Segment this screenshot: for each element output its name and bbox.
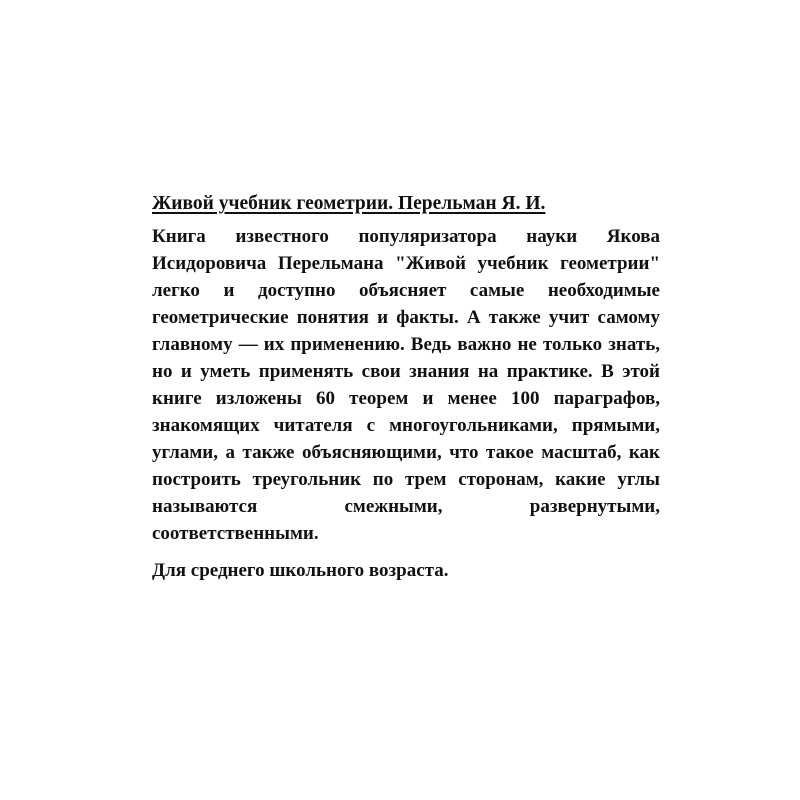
audience-note: Для среднего школьного возраста. — [152, 560, 449, 581]
book-annotation — [152, 190, 660, 584]
book-title: Живой учебник геометрии. Перельман Я. И. — [152, 193, 546, 214]
book-description: Книга известного популяризатора науки Якова Исидоровича Перельмана "Живой учебник геометрии" легко и доступно объясняет самые необходимые геометрические понятия и факты. А также учит самому главному — их применению. Ведь важно не только знать, но и уметь применять свои знания на практике. В этой книге изложены 60 теорем и менее 100 параграфов, знакомящих читателя с многоугольниками, прямыми, углами, а также объясняющими, что такое масштаб, как построить треугольник по трем сторонам, какие углы называются смежными, развернутыми, соответственными. — [152, 226, 660, 544]
